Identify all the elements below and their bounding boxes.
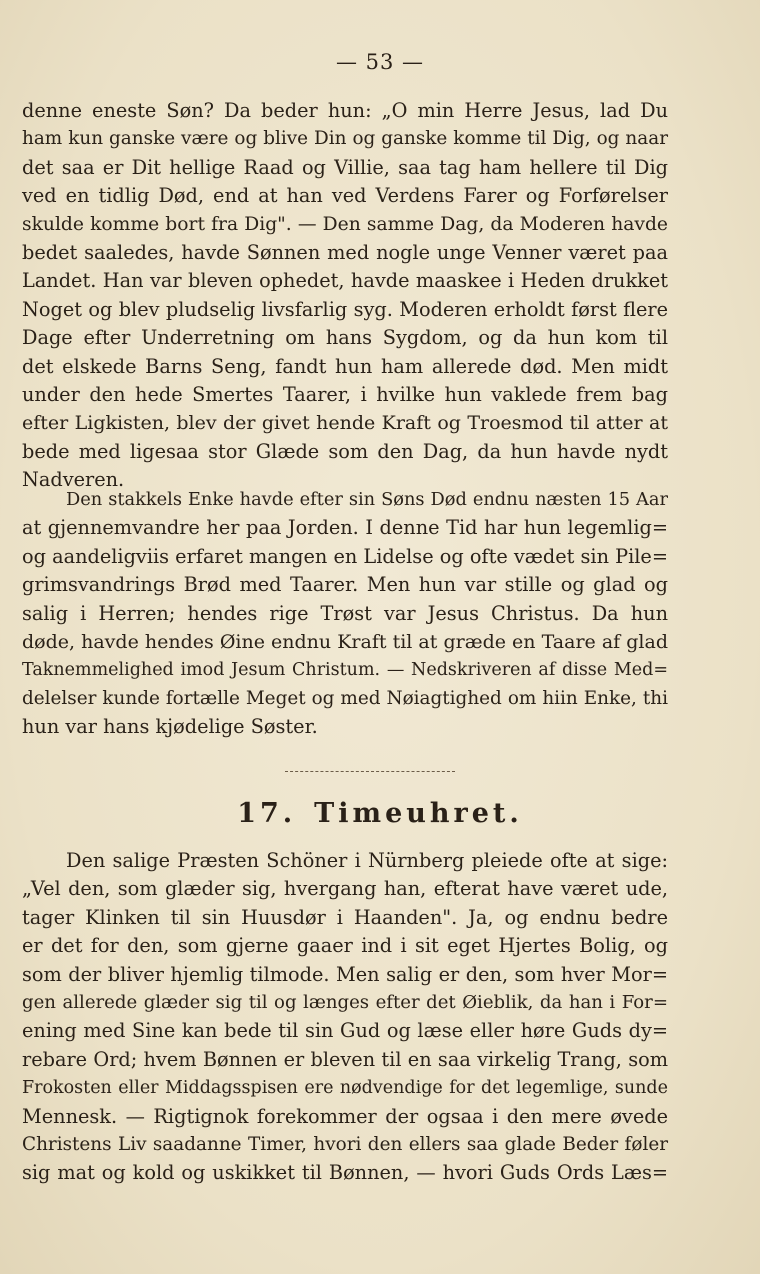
text-line: og aandeligviis erfaret mangen en Lidelse og ofte vædet sin Pile= (22, 544, 668, 568)
text-line: at gjennemvandre her paa Jorden. I denne Tid har hun legemlig= (22, 516, 668, 540)
text-line: hun var hans kjødelige Søster. (22, 715, 318, 739)
text-line: Den salige Præsten Schöner i Nürnberg pleiede ofte at sige: (66, 849, 668, 872)
text-line: grimsvandrings Brød med Taarer. Men hun var stille og glad og (22, 573, 668, 597)
text-line: er det for den, som gjerne gaaer ind i sit eget Hjertes Bolig, og (22, 934, 668, 958)
text-line: tager Klinken til sin Huusdør i Haanden". Ja, og endnu bedre (22, 905, 668, 929)
text-line: det elskede Barns Seng, fandt hun ham allerede død. Men midt (22, 354, 668, 378)
text-line: Nadveren. (22, 468, 125, 492)
text-line: efter Ligkisten, blev der givet hende Kraft og Troesmod til atter at (22, 412, 668, 435)
text-line: sig mat og kold og uskikket til Bønnen, — hvori Guds Ords Læs= (22, 1161, 668, 1185)
text-line: rebare Ord; hvem Bønnen er bleven til en saa virkelig Trang, som (22, 1047, 668, 1071)
section-title: Timeuhret. (314, 798, 523, 829)
text-line: Noget og blev pludselig livsfarlig syg. Moderen erholdt først flere (22, 297, 668, 321)
text-line: denne eneste Søn? Da beder hun: „O min Herre Jesus, lad Du (22, 99, 668, 122)
text-line: bedet saaledes, havde Sønnen med nogle unge Venner været paa (22, 240, 668, 264)
paragraph-widow (22, 486, 668, 742)
text-line: salig i Herren; hendes rige Trøst var Jesus Christus. Da hun (22, 601, 668, 625)
text-line: under den hede Smertes Taarer, i hvilke hun vaklede frem bag (22, 382, 668, 406)
text-line: „Vel den, som glæder sig, hvergang han, efterat have været ude, (22, 877, 668, 901)
section-heading (0, 798, 760, 829)
text-line: Frokosten eller Middagsspisen ere nødvendige for det legemlige, sunde (22, 1078, 668, 1099)
paragraph-timeuhret (22, 847, 668, 1188)
text-line: skulde komme bort fra Dig". — Den samme Dag, da Moderen havde (22, 213, 668, 235)
text-line: gen allerede glæder sig til og længes efter det Øieblik, da han i For= (22, 991, 668, 1013)
text-line: Landet. Han var bleven ophedet, havde maaskee i Heden drukket (22, 269, 668, 293)
text-line: ved en tidlig Død, end at han ved Verdens Farer og Forførelser (22, 184, 668, 208)
text-line: delelser kunde fortælle Meget og med Nøiagtighed om hiin Enke, thi (22, 687, 668, 709)
text-line: Christens Liv saadanne Timer, hvori den ellers saa glade Beder føler (22, 1133, 668, 1155)
text-line: det saa er Dit hellige Raad og Villie, saa tag ham hellere til Dig (22, 155, 668, 179)
text-line: Taknemmelighed imod Jesum Christum. — Nedskriveren af disse Med= (22, 660, 668, 681)
text-line: Den stakkels Enke havde efter sin Søns Død endnu næsten 15 Aar (66, 489, 668, 510)
section-number: 17. (237, 798, 297, 829)
text-line: døde, havde hendes Øine endnu Kraft til at græde en Taare af glad (22, 630, 668, 653)
section-divider (285, 771, 455, 772)
text-line: ham kun ganske være og blive Din og ganske komme til Dig, og naar (22, 128, 668, 150)
text-line: Mennesk. — Rigtignok forekommer der ogsaa i den mere øvede (22, 1104, 668, 1128)
text-line: bede med ligesaa stor Glæde som den Dag, da hun havde nydt (22, 439, 668, 463)
text-line: Dage efter Underretning om hans Sygdom, og da hun kom til (22, 326, 668, 350)
page-number: — 53 — (335, 50, 425, 74)
text-line: som der bliver hjemlig tilmode. Men salig er den, som hver Mor= (22, 962, 668, 986)
paragraph-continued (22, 97, 668, 494)
text-line: ening med Sine kan bede til sin Gud og læse eller høre Guds dy= (22, 1019, 668, 1043)
